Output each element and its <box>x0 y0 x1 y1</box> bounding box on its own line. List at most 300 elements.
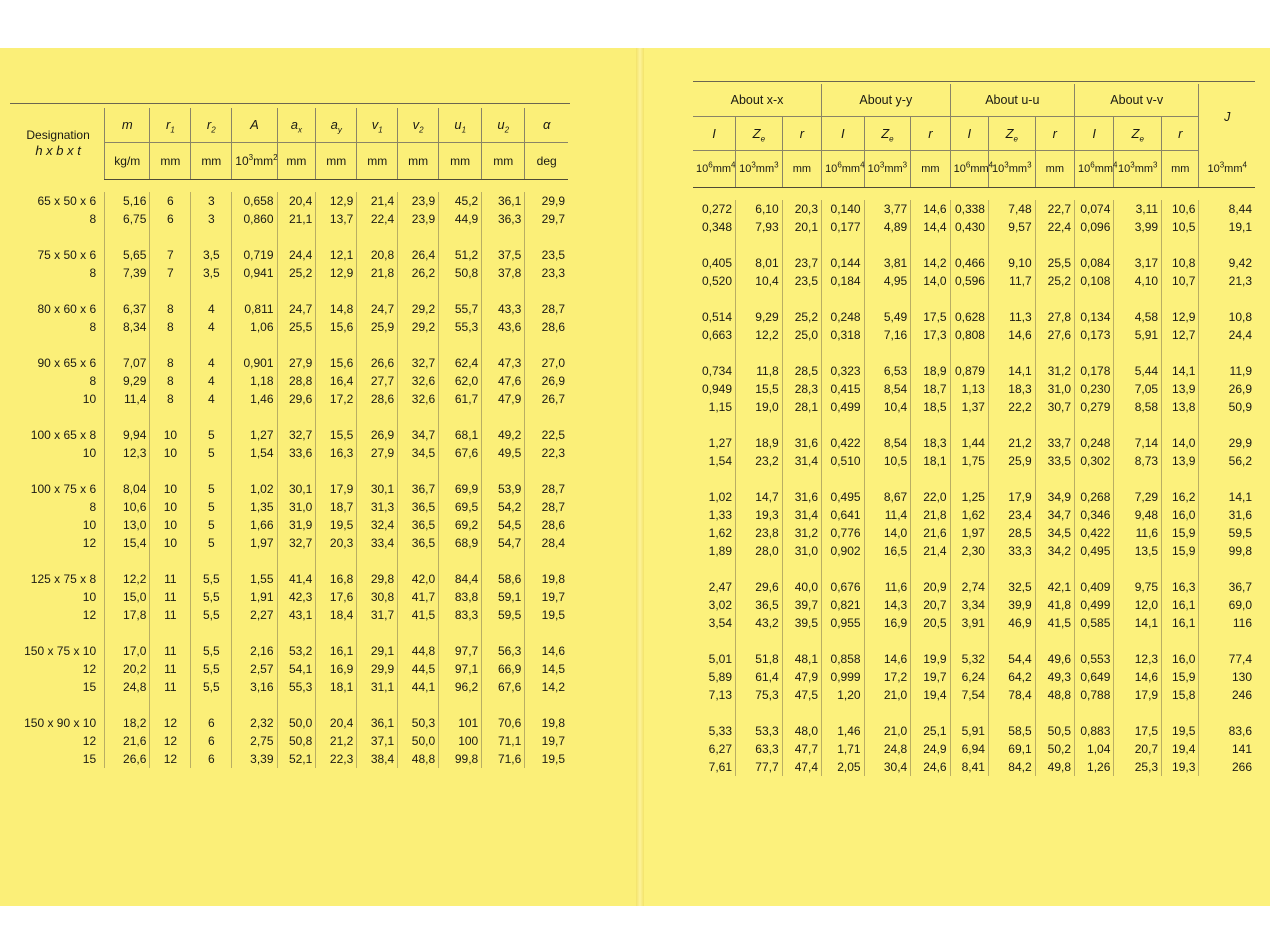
value-cell: 1,27 <box>232 426 277 444</box>
value-cell: 18,1 <box>911 452 950 470</box>
value-cell: 24,9 <box>911 740 950 758</box>
designation-cell: 8 <box>89 319 97 334</box>
value-cell: 21,8 <box>911 506 950 524</box>
value-cell: 0,495 <box>822 488 865 506</box>
value-cell: 3,34 <box>950 596 988 614</box>
value-cell: 1,04 <box>1075 740 1114 758</box>
value-cell: 14,1 <box>1199 488 1255 506</box>
column-symbol-subscript: e <box>1139 134 1144 144</box>
value-cell: 8,58 <box>1114 398 1162 416</box>
value-cell: 36,1 <box>482 192 525 210</box>
value-cell: 7,13 <box>708 688 732 702</box>
value-cell: 19,0 <box>736 398 783 416</box>
value-cell: 116 <box>1199 614 1255 632</box>
value-cell: 28,6 <box>525 318 568 336</box>
value-cell: 12 <box>150 714 191 732</box>
value-cell: 68,1 <box>439 426 482 444</box>
column-symbol: Z <box>1005 125 1014 141</box>
designation-cell: 8 <box>89 373 97 388</box>
value-cell: 9,57 <box>988 218 1035 236</box>
unit-text: mm <box>253 153 274 168</box>
axis-group-header <box>950 84 1074 117</box>
unit-text: mm <box>1008 163 1028 175</box>
value-cell: 21,2 <box>316 732 357 750</box>
value-cell: 14,8 <box>316 300 357 318</box>
column-header <box>782 117 821 151</box>
value-cell: 11,9 <box>1199 362 1255 380</box>
designation-cell: 65 x 50 x 6 <box>37 193 97 208</box>
value-cell: 14,1 <box>988 362 1035 380</box>
value-cell: 28,7 <box>525 498 568 516</box>
table-row <box>12 264 568 282</box>
value-cell: 8,01 <box>736 254 783 272</box>
value-cell: 11 <box>150 588 191 606</box>
value-cell: 7,05 <box>1114 380 1162 398</box>
value-cell: 3,5 <box>191 264 232 282</box>
value-cell: 5 <box>191 480 232 498</box>
value-cell: 11 <box>150 570 191 588</box>
value-cell: 5,01 <box>708 652 732 666</box>
value-cell: 14,0 <box>911 272 950 290</box>
value-cell: 2,75 <box>232 732 277 750</box>
unit-exponent: 6 <box>837 160 842 170</box>
column-unit <box>277 142 316 179</box>
value-cell: 20,9 <box>911 578 950 596</box>
value-cell: 22,3 <box>525 444 568 462</box>
value-cell: 36,1 <box>357 714 398 732</box>
value-cell: 28,6 <box>525 516 568 534</box>
value-cell: 31,6 <box>1199 506 1255 524</box>
value-cell: 14,7 <box>736 488 783 506</box>
value-cell: 14,1 <box>1162 362 1199 380</box>
value-cell: 1,71 <box>822 740 865 758</box>
value-cell: 56,3 <box>482 642 525 660</box>
value-cell: 16,3 <box>1162 578 1199 596</box>
value-cell: 29,9 <box>357 660 398 678</box>
value-cell: 30,1 <box>277 480 316 498</box>
designation-cell: 100 x 75 x 6 <box>30 481 97 496</box>
value-cell: 17,9 <box>988 488 1035 506</box>
value-cell: 77,4 <box>1199 650 1255 668</box>
value-cell: 29,2 <box>398 318 439 336</box>
column-header <box>439 108 482 142</box>
column-unit <box>316 142 357 179</box>
value-cell: 5,91 <box>1114 326 1162 344</box>
designation-cell: 15 <box>82 751 97 766</box>
value-cell: 3,16 <box>232 678 277 696</box>
value-cell: 25,9 <box>988 452 1035 470</box>
column-header <box>150 108 191 142</box>
value-cell: 11,4 <box>864 506 911 524</box>
value-cell: 66,9 <box>482 660 525 678</box>
value-cell: 0,348 <box>701 220 732 234</box>
designation-cell: 100 x 65 x 8 <box>30 427 97 442</box>
value-cell: 1,02 <box>708 490 732 504</box>
value-cell: 0,495 <box>1075 542 1114 560</box>
value-cell: 33,4 <box>357 534 398 552</box>
value-cell: 41,8 <box>1035 596 1074 614</box>
table-row <box>693 668 1255 686</box>
value-cell: 16,2 <box>1162 488 1199 506</box>
value-cell: 32,7 <box>398 354 439 372</box>
column-symbol-subscript: 1 <box>461 125 467 135</box>
value-cell: 14,0 <box>1162 434 1199 452</box>
table-row <box>693 506 1255 524</box>
value-cell: 6,10 <box>736 200 783 218</box>
value-cell: 0,776 <box>822 524 865 542</box>
value-cell: 29,8 <box>357 570 398 588</box>
value-cell: 14,2 <box>911 254 950 272</box>
value-cell: 47,5 <box>782 686 821 704</box>
value-cell: 11 <box>150 642 191 660</box>
value-cell: 7,54 <box>950 686 988 704</box>
column-unit <box>525 142 568 179</box>
value-cell: 28,6 <box>357 390 398 408</box>
value-cell: 1,46 <box>232 390 277 408</box>
value-cell: 8,44 <box>1199 200 1255 218</box>
value-cell: 44,1 <box>398 678 439 696</box>
unit-exponent: 2 <box>273 152 278 162</box>
value-cell: 12,3 <box>1114 650 1162 668</box>
value-cell: 69,0 <box>1199 596 1255 614</box>
value-cell: 59,1 <box>482 588 525 606</box>
unit-text: 10 <box>1078 163 1091 175</box>
unit-exponent: 4 <box>731 160 736 170</box>
value-cell: 47,4 <box>782 758 821 776</box>
value-cell: 30,8 <box>357 588 398 606</box>
column-symbol: u <box>454 116 462 132</box>
value-cell: 15,6 <box>316 318 357 336</box>
value-cell: 22,0 <box>911 488 950 506</box>
value-cell: 4 <box>191 354 232 372</box>
value-cell: 14,6 <box>911 200 950 218</box>
value-cell: 4 <box>191 390 232 408</box>
value-cell: 1,35 <box>232 498 277 516</box>
table-row <box>12 318 568 336</box>
column-symbol: m <box>121 116 133 132</box>
value-cell: 26,7 <box>525 390 568 408</box>
value-cell: 45,2 <box>439 192 482 210</box>
value-cell: 7,93 <box>736 218 783 236</box>
value-cell: 10,5 <box>1162 218 1199 236</box>
value-cell: 1,54 <box>232 444 277 462</box>
value-cell: 14,6 <box>864 650 911 668</box>
column-header <box>822 117 865 151</box>
value-cell: 26,9 <box>525 372 568 390</box>
value-cell: 5,5 <box>191 678 232 696</box>
value-cell: 84,4 <box>439 570 482 588</box>
unit-text: mm <box>160 153 181 168</box>
unit-exponent: 3 <box>774 160 779 170</box>
value-cell: 5,49 <box>864 308 911 326</box>
value-cell: 96,2 <box>439 678 482 696</box>
value-cell: 24,8 <box>105 678 150 696</box>
value-cell: 19,4 <box>1162 740 1199 758</box>
value-cell: 0,811 <box>232 300 277 318</box>
value-cell: 19,7 <box>911 668 950 686</box>
value-cell: 10 <box>150 516 191 534</box>
value-cell: 5,5 <box>191 660 232 678</box>
value-cell: 21,3 <box>1199 272 1255 290</box>
column-symbol: v <box>371 116 379 132</box>
table-row <box>693 254 1255 272</box>
value-cell: 12,1 <box>316 246 357 264</box>
value-cell: 0,346 <box>1075 506 1114 524</box>
column-header <box>693 117 736 151</box>
value-cell: 31,0 <box>277 498 316 516</box>
value-cell: 23,2 <box>736 452 783 470</box>
designation-cell: 10 <box>82 445 97 460</box>
value-cell: 63,3 <box>736 740 783 758</box>
unit-exponent: 3 <box>902 160 908 170</box>
value-cell: 0,676 <box>822 578 865 596</box>
value-cell: 20,2 <box>105 660 150 678</box>
value-cell: 8 <box>150 354 191 372</box>
table-row <box>693 272 1255 290</box>
unit-exponent: 3 <box>1130 160 1135 170</box>
value-cell: 44,8 <box>398 642 439 660</box>
value-cell: 18,9 <box>736 434 783 452</box>
value-cell: 19,9 <box>911 650 950 668</box>
unit-text: 10 <box>696 163 709 175</box>
value-cell: 4 <box>191 318 232 336</box>
column-unit <box>191 142 232 179</box>
value-cell: 0,302 <box>1075 452 1114 470</box>
value-cell: 5,5 <box>191 642 232 660</box>
value-cell: 50,8 <box>439 264 482 282</box>
column-symbol: r <box>928 125 933 141</box>
unit-text: mm <box>841 163 861 175</box>
table-row <box>693 578 1255 596</box>
column-symbol: v <box>412 116 420 132</box>
value-cell: 69,1 <box>988 740 1035 758</box>
value-cell: 28,7 <box>525 300 568 318</box>
value-cell: 61,4 <box>736 668 783 686</box>
value-cell: 0,788 <box>1075 686 1114 704</box>
value-cell: 26,9 <box>1199 380 1255 398</box>
value-cell: 49,8 <box>1035 758 1074 776</box>
value-cell: 36,5 <box>398 498 439 516</box>
value-cell: 21,8 <box>357 264 398 282</box>
value-cell: 5 <box>191 534 232 552</box>
value-cell: 1,33 <box>708 508 732 522</box>
value-cell: 11 <box>150 660 191 678</box>
value-cell: 20,4 <box>277 192 316 210</box>
value-cell: 8 <box>150 390 191 408</box>
column-header <box>911 117 950 151</box>
value-cell: 1,91 <box>232 588 277 606</box>
value-cell: 19,5 <box>525 750 568 768</box>
value-cell: 11 <box>150 606 191 624</box>
value-cell: 10,8 <box>1199 308 1255 326</box>
table-row <box>693 434 1255 452</box>
value-cell: 0,466 <box>950 254 988 272</box>
table-row <box>693 218 1255 236</box>
value-cell: 22,5 <box>525 426 568 444</box>
value-cell: 22,4 <box>357 210 398 228</box>
value-cell: 10,6 <box>105 498 150 516</box>
value-cell: 11,4 <box>105 390 150 408</box>
designation-cell: 8 <box>89 211 97 226</box>
value-cell: 15,9 <box>1162 524 1199 542</box>
value-cell: 41,5 <box>1035 614 1074 632</box>
value-cell: 25,1 <box>911 722 950 740</box>
value-cell: 26,4 <box>398 246 439 264</box>
value-cell: 266 <box>1199 758 1255 776</box>
value-cell: 1,13 <box>950 380 988 398</box>
value-cell: 0,173 <box>1075 326 1114 344</box>
value-cell: 8,04 <box>105 480 150 498</box>
value-cell: 56,2 <box>1199 452 1255 470</box>
column-symbol: Z <box>881 125 890 141</box>
value-cell: 15,9 <box>1162 668 1199 686</box>
value-cell: 17,8 <box>105 606 150 624</box>
value-cell: 31,4 <box>782 452 821 470</box>
axis-group-header <box>693 84 822 117</box>
unit-text: mm <box>326 153 347 168</box>
column-unit <box>398 142 439 179</box>
value-cell: 25,2 <box>277 264 316 282</box>
value-cell: 7 <box>150 264 191 282</box>
value-cell: 16,1 <box>1162 614 1199 632</box>
value-cell: 12 <box>150 750 191 768</box>
column-symbol: A <box>250 116 259 132</box>
value-cell: 0,901 <box>232 354 277 372</box>
value-cell: 0,248 <box>1075 434 1114 452</box>
column-header <box>736 117 783 151</box>
unit-text: mm <box>1134 163 1154 175</box>
value-cell: 9,29 <box>105 372 150 390</box>
torsion-constant-unit <box>1199 151 1255 188</box>
value-cell: 0,318 <box>822 326 865 344</box>
unit-text: deg <box>536 153 557 168</box>
value-cell: 246 <box>1199 686 1255 704</box>
value-cell: 26,2 <box>398 264 439 282</box>
value-cell: 1,37 <box>950 398 988 416</box>
table-row <box>12 498 568 516</box>
value-cell: 0,338 <box>950 200 988 218</box>
table-row <box>12 660 568 678</box>
value-cell: 43,3 <box>482 300 525 318</box>
value-cell: 9,29 <box>736 308 783 326</box>
value-cell: 17,5 <box>1114 722 1162 740</box>
value-cell: 31,7 <box>357 606 398 624</box>
value-cell: 100 <box>439 732 482 750</box>
unit-exponent: 3 <box>1027 160 1032 170</box>
column-unit <box>1114 151 1162 188</box>
column-header <box>1162 117 1199 151</box>
value-cell: 19,5 <box>525 606 568 624</box>
value-cell: 0,902 <box>822 542 865 560</box>
value-cell: 4,89 <box>864 218 911 236</box>
value-cell: 16,1 <box>1162 596 1199 614</box>
value-cell: 19,3 <box>1162 758 1199 776</box>
value-cell: 20,5 <box>911 614 950 632</box>
unit-text: 10 <box>867 163 880 175</box>
value-cell: 25,2 <box>1035 272 1074 290</box>
column-symbol: a <box>330 116 338 132</box>
value-cell: 0,628 <box>950 308 988 326</box>
value-cell: 0,405 <box>701 256 732 270</box>
value-cell: 18,5 <box>911 398 950 416</box>
column-unit <box>950 151 994 188</box>
value-cell: 17,2 <box>316 390 357 408</box>
value-cell: 19,7 <box>525 732 568 750</box>
value-cell: 14,6 <box>525 642 568 660</box>
unit-exponent: 6 <box>708 160 713 170</box>
value-cell: 0,268 <box>1075 488 1114 506</box>
value-cell: 0,178 <box>1075 362 1114 380</box>
column-header <box>950 117 988 151</box>
value-cell: 24,6 <box>911 758 950 776</box>
value-cell: 33,3 <box>988 542 1035 560</box>
value-cell: 6,53 <box>864 362 911 380</box>
value-cell: 8,41 <box>950 758 988 776</box>
value-cell: 17,0 <box>105 642 150 660</box>
value-cell: 4,58 <box>1114 308 1162 326</box>
value-cell: 16,5 <box>864 542 911 560</box>
axis-group-label: About u-u <box>985 93 1040 107</box>
designation-cell: 12 <box>82 661 97 676</box>
value-cell: 0,323 <box>822 362 865 380</box>
axis-group-header <box>822 84 951 117</box>
value-cell: 17,2 <box>864 668 911 686</box>
value-cell: 7,61 <box>708 760 732 774</box>
value-cell: 52,1 <box>277 750 316 768</box>
value-cell: 0,858 <box>822 650 865 668</box>
value-cell: 41,4 <box>277 570 316 588</box>
value-cell: 23,5 <box>782 272 821 290</box>
column-unit <box>864 151 911 188</box>
value-cell: 21,6 <box>105 732 150 750</box>
unit-exponent: 6 <box>965 160 971 170</box>
value-cell: 3,5 <box>191 246 232 264</box>
value-cell: 37,8 <box>482 264 525 282</box>
value-cell: 3,11 <box>1114 200 1162 218</box>
value-cell: 58,6 <box>482 570 525 588</box>
table-row <box>12 426 568 444</box>
column-symbol: Z <box>1131 125 1140 141</box>
value-cell: 8,73 <box>1114 452 1162 470</box>
value-cell: 2,47 <box>708 580 732 594</box>
unit-text: 10 <box>1207 162 1220 175</box>
value-cell: 10 <box>150 426 191 444</box>
value-cell: 84,2 <box>988 758 1035 776</box>
value-cell: 23,9 <box>398 210 439 228</box>
value-cell: 31,0 <box>1035 380 1074 398</box>
value-cell: 13,0 <box>105 516 150 534</box>
table-row <box>12 390 568 408</box>
table-row <box>12 570 568 588</box>
value-cell: 14,0 <box>864 524 911 542</box>
value-cell: 39,9 <box>988 596 1035 614</box>
value-cell: 0,520 <box>701 274 732 288</box>
value-cell: 19,1 <box>1199 218 1255 236</box>
value-cell: 68,9 <box>439 534 482 552</box>
value-cell: 44,9 <box>439 210 482 228</box>
value-cell: 1,15 <box>708 400 732 414</box>
value-cell: 2,57 <box>232 660 277 678</box>
value-cell: 18,7 <box>316 498 357 516</box>
value-cell: 9,75 <box>1114 578 1162 596</box>
value-cell: 13,8 <box>1162 398 1199 416</box>
value-cell: 17,9 <box>1114 686 1162 704</box>
value-cell: 54,2 <box>482 498 525 516</box>
value-cell: 29,9 <box>1199 434 1255 452</box>
value-cell: 9,10 <box>988 254 1035 272</box>
designation-cell: 10 <box>82 391 97 406</box>
value-cell: 30,4 <box>864 758 911 776</box>
